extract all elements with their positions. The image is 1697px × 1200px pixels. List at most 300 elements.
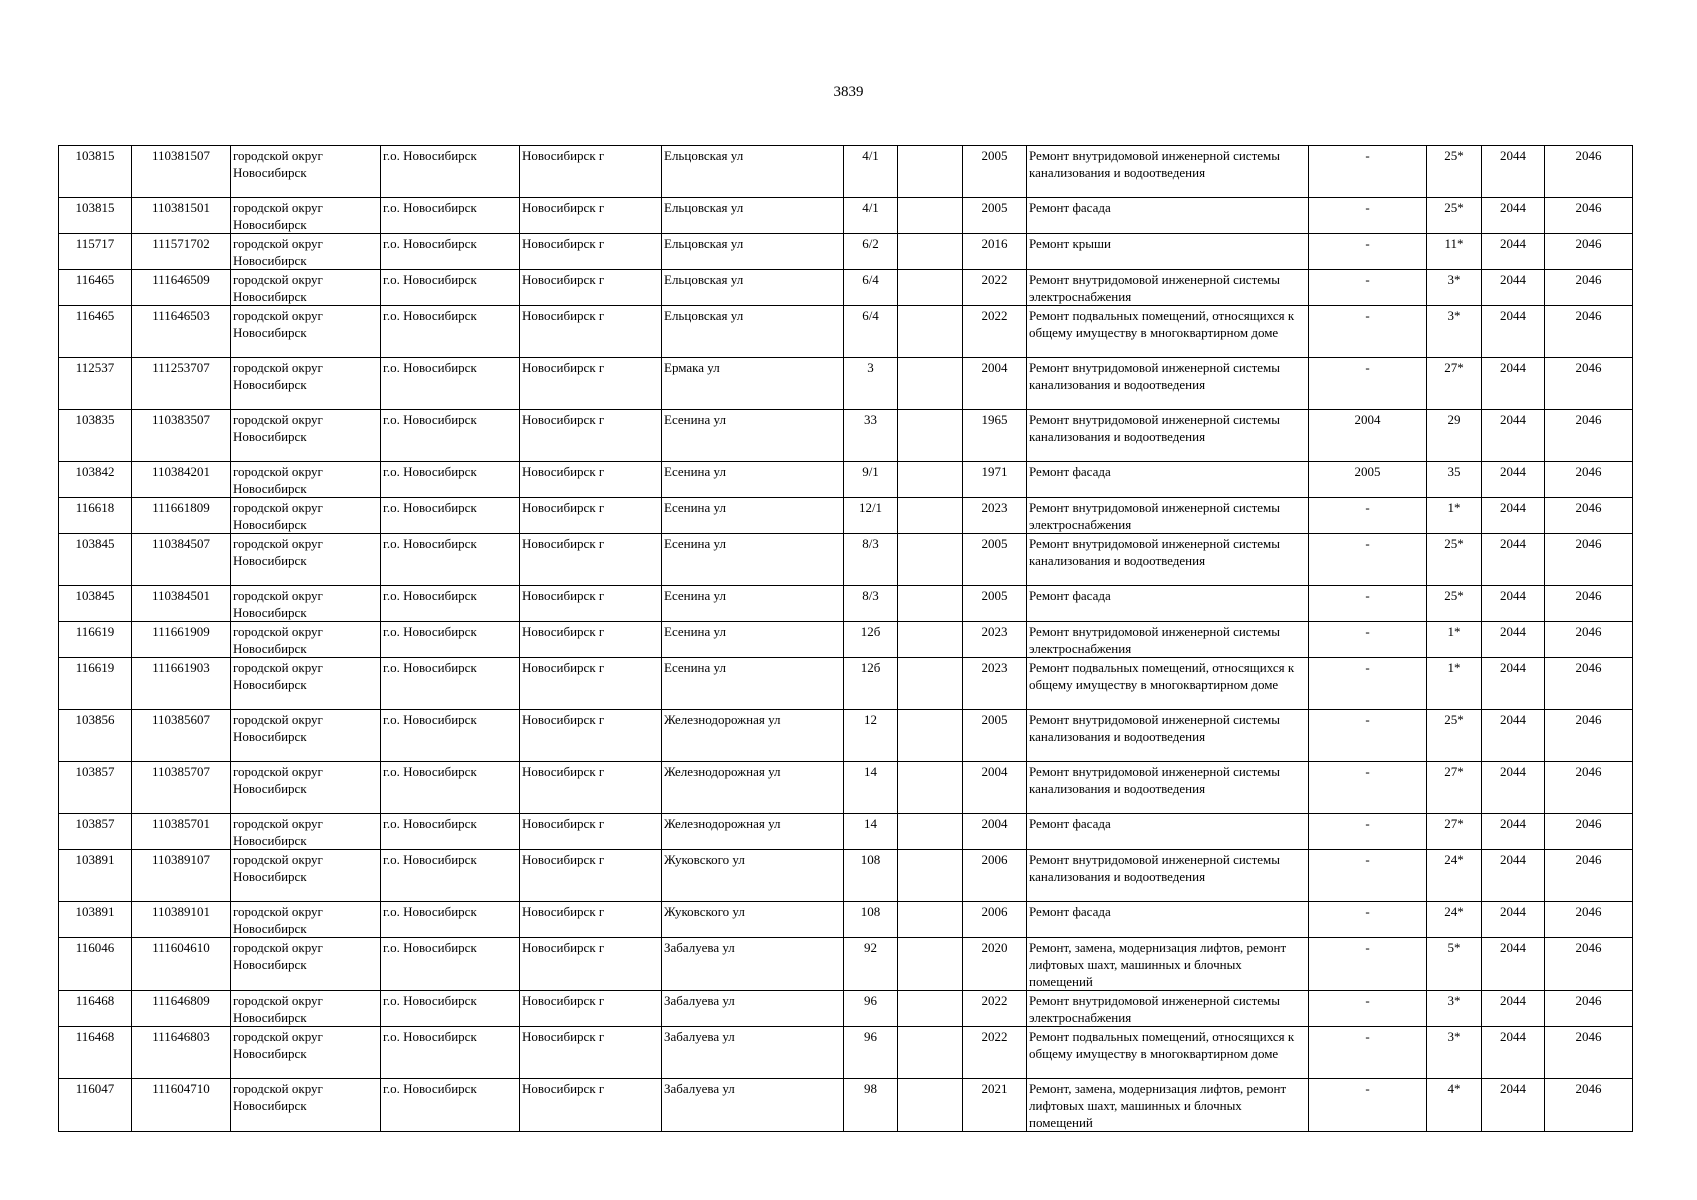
- cell-building: [898, 762, 963, 814]
- cell-municipality: городской округ Новосибирск: [231, 902, 381, 938]
- cell-plan-start-year: 2044: [1482, 270, 1545, 306]
- cell-plan-end-year: 2046: [1545, 410, 1633, 462]
- cell-last-repair-year: -: [1309, 814, 1427, 850]
- cell-work-id: 110385707: [132, 762, 231, 814]
- cell-street: Есенина ул: [662, 622, 844, 658]
- cell-last-repair-year: -: [1309, 270, 1427, 306]
- cell-locality: Новосибирск г: [520, 234, 662, 270]
- cell-house-id: 116468: [59, 991, 132, 1027]
- cell-locality: Новосибирск г: [520, 622, 662, 658]
- cell-years-since-repair: 1*: [1427, 658, 1482, 710]
- cell-work-id: 110383507: [132, 410, 231, 462]
- cell-last-repair-year: -: [1309, 534, 1427, 586]
- cell-street: Есенина ул: [662, 658, 844, 710]
- cell-municipal-district: г.о. Новосибирск: [381, 410, 520, 462]
- cell-plan-end-year: 2046: [1545, 462, 1633, 498]
- cell-house-number: 8/3: [844, 586, 898, 622]
- cell-house-number: 12: [844, 710, 898, 762]
- cell-plan-start-year: 2044: [1482, 306, 1545, 358]
- cell-year-built: 2004: [963, 814, 1027, 850]
- cell-house-id: 103845: [59, 534, 132, 586]
- cell-building: [898, 198, 963, 234]
- cell-plan-end-year: 2046: [1545, 1027, 1633, 1079]
- cell-locality: Новосибирск г: [520, 1079, 662, 1132]
- cell-work-type: Ремонт внутридомовой инженерной системы канализования и водоотведения: [1027, 710, 1309, 762]
- cell-street: Ельцовская ул: [662, 270, 844, 306]
- cell-municipal-district: г.о. Новосибирск: [381, 991, 520, 1027]
- cell-work-id: 110385701: [132, 814, 231, 850]
- cell-years-since-repair: 27*: [1427, 762, 1482, 814]
- cell-municipality: городской округ Новосибирск: [231, 586, 381, 622]
- cell-year-built: 2022: [963, 270, 1027, 306]
- cell-plan-end-year: 2046: [1545, 658, 1633, 710]
- cell-plan-end-year: 2046: [1545, 902, 1633, 938]
- cell-street: Железнодорожная ул: [662, 814, 844, 850]
- cell-municipality: городской округ Новосибирск: [231, 1027, 381, 1079]
- cell-work-type: Ремонт внутридомовой инженерной системы канализования и водоотведения: [1027, 146, 1309, 198]
- cell-years-since-repair: 25*: [1427, 534, 1482, 586]
- cell-building: [898, 462, 963, 498]
- cell-municipality: городской округ Новосибирск: [231, 938, 381, 991]
- cell-street: Ельцовская ул: [662, 198, 844, 234]
- cell-work-type: Ремонт, замена, модернизация лифтов, ремонт лифтовых шахт, машинных и блочных помещений: [1027, 938, 1309, 991]
- cell-street: Есенина ул: [662, 462, 844, 498]
- table-row: [59, 306, 1633, 358]
- cell-plan-end-year: 2046: [1545, 358, 1633, 410]
- cell-last-repair-year: -: [1309, 902, 1427, 938]
- cell-street: Есенина ул: [662, 586, 844, 622]
- table-row: [59, 198, 1633, 234]
- cell-year-built: 2022: [963, 306, 1027, 358]
- table-row: [59, 622, 1633, 658]
- cell-plan-end-year: 2046: [1545, 814, 1633, 850]
- cell-municipal-district: г.о. Новосибирск: [381, 902, 520, 938]
- cell-last-repair-year: -: [1309, 850, 1427, 902]
- cell-plan-start-year: 2044: [1482, 534, 1545, 586]
- table-row: [59, 658, 1633, 710]
- cell-work-type: Ремонт внутридомовой инженерной системы канализования и водоотведения: [1027, 358, 1309, 410]
- cell-last-repair-year: 2005: [1309, 462, 1427, 498]
- cell-municipality: городской округ Новосибирск: [231, 814, 381, 850]
- cell-last-repair-year: -: [1309, 234, 1427, 270]
- cell-house-number: 14: [844, 762, 898, 814]
- cell-last-repair-year: -: [1309, 658, 1427, 710]
- cell-year-built: 2023: [963, 658, 1027, 710]
- cell-municipality: городской округ Новосибирск: [231, 358, 381, 410]
- cell-locality: Новосибирск г: [520, 270, 662, 306]
- cell-plan-start-year: 2044: [1482, 498, 1545, 534]
- cell-house-id: 103891: [59, 902, 132, 938]
- cell-plan-start-year: 2044: [1482, 462, 1545, 498]
- cell-building: [898, 622, 963, 658]
- cell-years-since-repair: 27*: [1427, 814, 1482, 850]
- cell-year-built: 1971: [963, 462, 1027, 498]
- cell-building: [898, 270, 963, 306]
- table-row: [59, 358, 1633, 410]
- cell-year-built: 2023: [963, 622, 1027, 658]
- cell-years-since-repair: 24*: [1427, 850, 1482, 902]
- cell-plan-start-year: 2044: [1482, 234, 1545, 270]
- cell-years-since-repair: 11*: [1427, 234, 1482, 270]
- cell-house-number: 9/1: [844, 462, 898, 498]
- cell-house-number: 33: [844, 410, 898, 462]
- cell-plan-start-year: 2044: [1482, 762, 1545, 814]
- cell-plan-start-year: 2044: [1482, 902, 1545, 938]
- cell-year-built: 2004: [963, 358, 1027, 410]
- cell-building: [898, 710, 963, 762]
- table-row: [59, 902, 1633, 938]
- table-row: [59, 850, 1633, 902]
- cell-years-since-repair: 25*: [1427, 198, 1482, 234]
- table-row: [59, 938, 1633, 991]
- cell-municipal-district: г.о. Новосибирск: [381, 146, 520, 198]
- cell-municipal-district: г.о. Новосибирск: [381, 658, 520, 710]
- cell-municipality: городской округ Новосибирск: [231, 534, 381, 586]
- cell-municipal-district: г.о. Новосибирск: [381, 306, 520, 358]
- cell-work-id: 110384201: [132, 462, 231, 498]
- cell-locality: Новосибирск г: [520, 410, 662, 462]
- cell-year-built: 2005: [963, 198, 1027, 234]
- cell-municipality: городской округ Новосибирск: [231, 198, 381, 234]
- cell-street: Есенина ул: [662, 410, 844, 462]
- cell-municipal-district: г.о. Новосибирск: [381, 762, 520, 814]
- cell-municipality: городской округ Новосибирск: [231, 710, 381, 762]
- cell-work-type: Ремонт фасада: [1027, 198, 1309, 234]
- cell-last-repair-year: -: [1309, 762, 1427, 814]
- cell-last-repair-year: -: [1309, 358, 1427, 410]
- cell-plan-end-year: 2046: [1545, 534, 1633, 586]
- table-row: [59, 762, 1633, 814]
- table-row: [59, 1027, 1633, 1079]
- cell-work-id: 111646503: [132, 306, 231, 358]
- cell-work-type: Ремонт подвальных помещений, относящихся к общему имуществу в многоквартирном доме: [1027, 1027, 1309, 1079]
- cell-plan-start-year: 2044: [1482, 814, 1545, 850]
- cell-house-number: 12б: [844, 658, 898, 710]
- cell-street: Забалуева ул: [662, 938, 844, 991]
- cell-plan-end-year: 2046: [1545, 938, 1633, 991]
- table-row: [59, 146, 1633, 198]
- cell-house-number: 108: [844, 902, 898, 938]
- cell-building: [898, 410, 963, 462]
- cell-work-id: 111661903: [132, 658, 231, 710]
- cell-municipality: городской округ Новосибирск: [231, 462, 381, 498]
- cell-year-built: 2006: [963, 902, 1027, 938]
- cell-municipality: городской округ Новосибирск: [231, 498, 381, 534]
- cell-work-type: Ремонт крыши: [1027, 234, 1309, 270]
- cell-locality: Новосибирск г: [520, 658, 662, 710]
- table-row: [59, 534, 1633, 586]
- cell-plan-start-year: 2044: [1482, 850, 1545, 902]
- cell-plan-end-year: 2046: [1545, 270, 1633, 306]
- cell-house-number: 12б: [844, 622, 898, 658]
- cell-street: Ельцовская ул: [662, 234, 844, 270]
- cell-year-built: 2006: [963, 850, 1027, 902]
- cell-house-id: 116619: [59, 622, 132, 658]
- cell-locality: Новосибирск г: [520, 814, 662, 850]
- cell-house-id: 103815: [59, 198, 132, 234]
- cell-year-built: 1965: [963, 410, 1027, 462]
- cell-work-id: 111604710: [132, 1079, 231, 1132]
- cell-plan-start-year: 2044: [1482, 1027, 1545, 1079]
- table-row: [59, 410, 1633, 462]
- cell-municipal-district: г.о. Новосибирск: [381, 938, 520, 991]
- cell-year-built: 2020: [963, 938, 1027, 991]
- cell-locality: Новосибирск г: [520, 498, 662, 534]
- cell-work-type: Ремонт внутридомовой инженерной системы канализования и водоотведения: [1027, 762, 1309, 814]
- cell-last-repair-year: -: [1309, 622, 1427, 658]
- cell-plan-start-year: 2044: [1482, 622, 1545, 658]
- cell-municipality: городской округ Новосибирск: [231, 410, 381, 462]
- cell-locality: Новосибирск г: [520, 586, 662, 622]
- cell-locality: Новосибирск г: [520, 938, 662, 991]
- cell-last-repair-year: -: [1309, 586, 1427, 622]
- cell-municipal-district: г.о. Новосибирск: [381, 814, 520, 850]
- cell-year-built: 2022: [963, 991, 1027, 1027]
- cell-locality: Новосибирск г: [520, 762, 662, 814]
- cell-house-id: 115717: [59, 234, 132, 270]
- cell-work-type: Ремонт внутридомовой инженерной системы электроснабжения: [1027, 991, 1309, 1027]
- cell-work-id: 111661909: [132, 622, 231, 658]
- cell-street: Ермака ул: [662, 358, 844, 410]
- cell-year-built: 2004: [963, 762, 1027, 814]
- cell-locality: Новосибирск г: [520, 306, 662, 358]
- cell-municipality: городской округ Новосибирск: [231, 1079, 381, 1132]
- cell-street: Забалуева ул: [662, 1079, 844, 1132]
- cell-year-built: 2005: [963, 534, 1027, 586]
- cell-municipal-district: г.о. Новосибирск: [381, 534, 520, 586]
- cell-work-type: Ремонт фасада: [1027, 814, 1309, 850]
- cell-years-since-repair: 5*: [1427, 938, 1482, 991]
- cell-house-id: 116618: [59, 498, 132, 534]
- cell-years-since-repair: 3*: [1427, 270, 1482, 306]
- cell-house-number: 6/2: [844, 234, 898, 270]
- cell-house-id: 103835: [59, 410, 132, 462]
- cell-municipal-district: г.о. Новосибирск: [381, 198, 520, 234]
- cell-work-type: Ремонт подвальных помещений, относящихся к общему имуществу в многоквартирном доме: [1027, 306, 1309, 358]
- cell-house-number: 108: [844, 850, 898, 902]
- cell-building: [898, 534, 963, 586]
- cell-plan-end-year: 2046: [1545, 762, 1633, 814]
- cell-work-id: 111571702: [132, 234, 231, 270]
- cell-work-type: Ремонт внутридомовой инженерной системы электроснабжения: [1027, 622, 1309, 658]
- cell-locality: Новосибирск г: [520, 991, 662, 1027]
- cell-locality: Новосибирск г: [520, 902, 662, 938]
- cell-plan-end-year: 2046: [1545, 991, 1633, 1027]
- cell-building: [898, 1027, 963, 1079]
- cell-municipal-district: г.о. Новосибирск: [381, 462, 520, 498]
- cell-municipality: городской округ Новосибирск: [231, 146, 381, 198]
- cell-work-id: 110389107: [132, 850, 231, 902]
- table-row: [59, 710, 1633, 762]
- cell-work-id: 110381501: [132, 198, 231, 234]
- cell-house-id: 103857: [59, 814, 132, 850]
- cell-work-type: Ремонт фасада: [1027, 462, 1309, 498]
- cell-work-type: Ремонт внутридомовой инженерной системы канализования и водоотведения: [1027, 850, 1309, 902]
- cell-house-id: 116465: [59, 306, 132, 358]
- cell-last-repair-year: -: [1309, 710, 1427, 762]
- table-row: [59, 814, 1633, 850]
- cell-municipal-district: г.о. Новосибирск: [381, 234, 520, 270]
- cell-street: Есенина ул: [662, 498, 844, 534]
- page-number: 3839: [833, 84, 864, 100]
- cell-plan-start-year: 2044: [1482, 410, 1545, 462]
- cell-municipality: городской округ Новосибирск: [231, 991, 381, 1027]
- cell-municipality: городской округ Новосибирск: [231, 850, 381, 902]
- cell-street: Забалуева ул: [662, 1027, 844, 1079]
- cell-house-number: 3: [844, 358, 898, 410]
- cell-locality: Новосибирск г: [520, 850, 662, 902]
- cell-last-repair-year: -: [1309, 498, 1427, 534]
- cell-house-id: 116619: [59, 658, 132, 710]
- cell-years-since-repair: 1*: [1427, 622, 1482, 658]
- cell-year-built: 2005: [963, 710, 1027, 762]
- cell-work-id: 111604610: [132, 938, 231, 991]
- cell-house-id: 116465: [59, 270, 132, 306]
- table-row: [59, 586, 1633, 622]
- cell-work-id: 111646509: [132, 270, 231, 306]
- cell-year-built: 2022: [963, 1027, 1027, 1079]
- cell-locality: Новосибирск г: [520, 710, 662, 762]
- cell-plan-start-year: 2044: [1482, 358, 1545, 410]
- cell-municipality: городской округ Новосибирск: [231, 234, 381, 270]
- cell-building: [898, 902, 963, 938]
- cell-house-number: 14: [844, 814, 898, 850]
- cell-municipal-district: г.о. Новосибирск: [381, 710, 520, 762]
- cell-locality: Новосибирск г: [520, 534, 662, 586]
- cell-house-id: 103856: [59, 710, 132, 762]
- cell-building: [898, 586, 963, 622]
- cell-house-number: 6/4: [844, 270, 898, 306]
- table-row: [59, 270, 1633, 306]
- cell-years-since-repair: 27*: [1427, 358, 1482, 410]
- cell-street: Железнодорожная ул: [662, 762, 844, 814]
- cell-house-id: 103842: [59, 462, 132, 498]
- cell-plan-end-year: 2046: [1545, 198, 1633, 234]
- cell-work-type: Ремонт подвальных помещений, относящихся к общему имуществу в многоквартирном доме: [1027, 658, 1309, 710]
- table-row: [59, 1079, 1633, 1132]
- cell-building: [898, 306, 963, 358]
- cell-street: Ельцовская ул: [662, 306, 844, 358]
- cell-house-id: 112537: [59, 358, 132, 410]
- cell-municipal-district: г.о. Новосибирск: [381, 270, 520, 306]
- cell-work-id: 110389101: [132, 902, 231, 938]
- cell-house-id: 116047: [59, 1079, 132, 1132]
- table-row: [59, 234, 1633, 270]
- cell-years-since-repair: 4*: [1427, 1079, 1482, 1132]
- cell-municipal-district: г.о. Новосибирск: [381, 358, 520, 410]
- cell-plan-end-year: 2046: [1545, 586, 1633, 622]
- cell-street: Есенина ул: [662, 534, 844, 586]
- cell-building: [898, 498, 963, 534]
- cell-work-type: Ремонт фасада: [1027, 902, 1309, 938]
- cell-municipality: городской округ Новосибирск: [231, 306, 381, 358]
- cell-years-since-repair: 3*: [1427, 991, 1482, 1027]
- cell-work-type: Ремонт фасада: [1027, 586, 1309, 622]
- cell-work-type: Ремонт внутридомовой инженерной системы электроснабжения: [1027, 270, 1309, 306]
- cell-last-repair-year: -: [1309, 306, 1427, 358]
- cell-house-number: 4/1: [844, 146, 898, 198]
- cell-plan-end-year: 2046: [1545, 146, 1633, 198]
- cell-building: [898, 850, 963, 902]
- cell-municipal-district: г.о. Новосибирск: [381, 586, 520, 622]
- cell-street: Забалуева ул: [662, 991, 844, 1027]
- cell-years-since-repair: 25*: [1427, 146, 1482, 198]
- cell-plan-end-year: 2046: [1545, 850, 1633, 902]
- cell-year-built: 2005: [963, 586, 1027, 622]
- cell-plan-end-year: 2046: [1545, 234, 1633, 270]
- cell-last-repair-year: -: [1309, 938, 1427, 991]
- cell-plan-start-year: 2044: [1482, 198, 1545, 234]
- cell-house-id: 116468: [59, 1027, 132, 1079]
- cell-street: Жуковского ул: [662, 850, 844, 902]
- cell-work-type: Ремонт, замена, модернизация лифтов, ремонт лифтовых шахт, машинных и блочных помещений: [1027, 1079, 1309, 1132]
- cell-plan-start-year: 2044: [1482, 586, 1545, 622]
- cell-house-number: 4/1: [844, 198, 898, 234]
- cell-municipality: городской округ Новосибирск: [231, 622, 381, 658]
- cell-building: [898, 814, 963, 850]
- cell-years-since-repair: 25*: [1427, 586, 1482, 622]
- cell-work-type: Ремонт внутридомовой инженерной системы электроснабжения: [1027, 498, 1309, 534]
- cell-house-number: 12/1: [844, 498, 898, 534]
- cell-locality: Новосибирск г: [520, 1027, 662, 1079]
- cell-last-repair-year: 2004: [1309, 410, 1427, 462]
- cell-house-id: 103815: [59, 146, 132, 198]
- cell-house-number: 8/3: [844, 534, 898, 586]
- cell-street: Ельцовская ул: [662, 146, 844, 198]
- cell-work-id: 111646803: [132, 1027, 231, 1079]
- cell-year-built: 2021: [963, 1079, 1027, 1132]
- cell-house-number: 6/4: [844, 306, 898, 358]
- cell-building: [898, 1079, 963, 1132]
- table-row: [59, 498, 1633, 534]
- cell-last-repair-year: -: [1309, 1027, 1427, 1079]
- cell-last-repair-year: -: [1309, 198, 1427, 234]
- cell-municipal-district: г.о. Новосибирск: [381, 622, 520, 658]
- cell-work-id: 110384501: [132, 586, 231, 622]
- cell-plan-end-year: 2046: [1545, 622, 1633, 658]
- cell-work-id: 110381507: [132, 146, 231, 198]
- cell-years-since-repair: 1*: [1427, 498, 1482, 534]
- cell-locality: Новосибирск г: [520, 198, 662, 234]
- cell-year-built: 2016: [963, 234, 1027, 270]
- cell-street: Железнодорожная ул: [662, 710, 844, 762]
- cell-years-since-repair: 3*: [1427, 306, 1482, 358]
- cell-municipal-district: г.о. Новосибирск: [381, 498, 520, 534]
- cell-building: [898, 658, 963, 710]
- cell-house-id: 103845: [59, 586, 132, 622]
- cell-work-type: Ремонт внутридомовой инженерной системы канализования и водоотведения: [1027, 410, 1309, 462]
- cell-work-id: 110385607: [132, 710, 231, 762]
- cell-years-since-repair: 35: [1427, 462, 1482, 498]
- cell-plan-end-year: 2046: [1545, 306, 1633, 358]
- cell-year-built: 2023: [963, 498, 1027, 534]
- cell-municipal-district: г.о. Новосибирск: [381, 850, 520, 902]
- cell-building: [898, 991, 963, 1027]
- capital-repair-table: [58, 145, 1633, 1132]
- cell-municipality: городской округ Новосибирск: [231, 270, 381, 306]
- cell-years-since-repair: 29: [1427, 410, 1482, 462]
- cell-plan-end-year: 2046: [1545, 710, 1633, 762]
- cell-street: Жуковского ул: [662, 902, 844, 938]
- cell-work-id: 111661809: [132, 498, 231, 534]
- cell-last-repair-year: -: [1309, 146, 1427, 198]
- cell-building: [898, 358, 963, 410]
- cell-house-number: 98: [844, 1079, 898, 1132]
- table-row: [59, 462, 1633, 498]
- cell-work-type: Ремонт внутридомовой инженерной системы канализования и водоотведения: [1027, 534, 1309, 586]
- cell-locality: Новосибирск г: [520, 146, 662, 198]
- cell-municipality: городской округ Новосибирск: [231, 658, 381, 710]
